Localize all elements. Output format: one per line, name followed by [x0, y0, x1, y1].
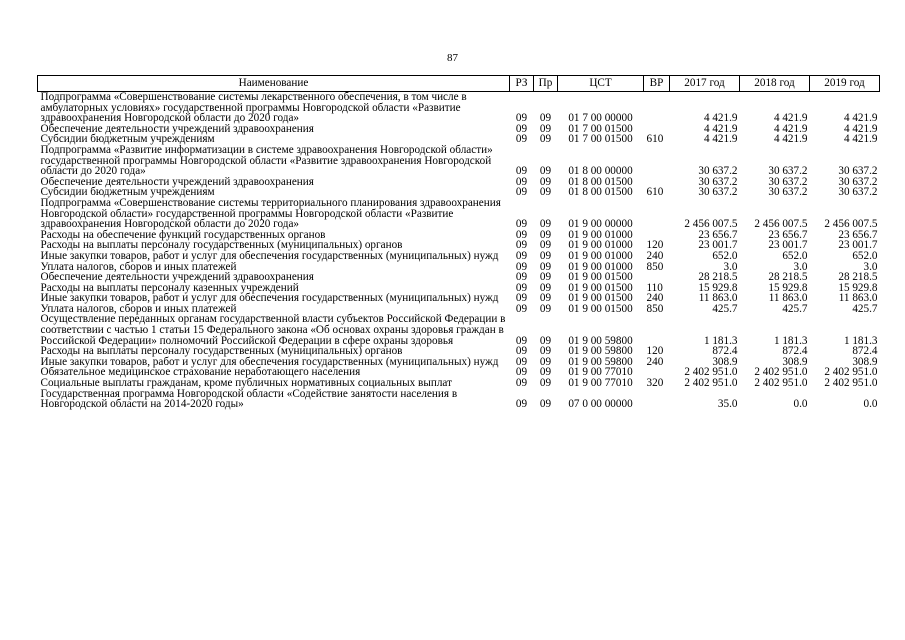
- cell-name: Подпрограмма «Развитие информатизации в системе здравоохранения Новгородской области» государственной программы Новгородской области «Развитие здравоохранения Новгородской области до 2020 года»: [40, 143, 493, 178]
- cell-2018: 4 421.9: [773, 122, 808, 135]
- cell-2017: 30 637.2: [698, 175, 738, 188]
- table-row: [38, 251, 880, 262]
- cell-2017: 2 402 951.0: [684, 366, 738, 379]
- cell-vr: 850: [646, 260, 664, 273]
- header-pr: Пр: [534, 76, 558, 92]
- header-2018: 2018 год: [740, 76, 810, 92]
- cell-rz: 09: [515, 334, 528, 347]
- cell-2019: 2 456 007.5: [824, 218, 878, 231]
- cell-name: Обеспечение деятельности учреждений здравоохранения: [40, 175, 314, 188]
- cell-rz: 09: [515, 398, 528, 411]
- cell-pr: 09: [539, 281, 552, 294]
- cell-2018: 3.0: [793, 260, 808, 273]
- cell-2018: 1 181.3: [773, 334, 808, 347]
- cell-cst: 01 7 00 01500: [568, 122, 633, 135]
- cell-2017: 11 863.0: [698, 292, 738, 305]
- cell-2019: 23 656.7: [838, 228, 878, 241]
- cell-vr: [644, 314, 670, 346]
- cell-vr: 610: [646, 186, 664, 199]
- cell-name: Расходы на обеспечение функций государственных органов: [40, 228, 326, 241]
- cell-cst: 01 9 00 01000: [568, 228, 633, 241]
- cell-pr: 09: [539, 271, 552, 284]
- header-rz: РЗ: [510, 76, 534, 92]
- cell-2019: 3.0: [863, 260, 878, 273]
- cell-rz: 09: [515, 281, 528, 294]
- cell-2017: 308.9: [712, 355, 738, 368]
- cell-2019: 0.0: [863, 398, 878, 411]
- cell-name: Осуществление переданных органам государственной власти субъектов Российской Федерации в соответствии с частью 1 статьи 15 Федерального закона «Об основах охраны здоровья граждан в Российской Федерации» полномочий Российской Федерации в сфере охраны здоровья: [40, 313, 506, 347]
- page-number: 87: [447, 52, 458, 64]
- table-row: [38, 314, 880, 346]
- cell-pr: 09: [539, 228, 552, 241]
- cell-2018: 28 218.5: [768, 271, 808, 284]
- cell-vr: 850: [646, 302, 664, 315]
- cell-vr: 120: [646, 239, 664, 252]
- cell-cst: 01 9 00 59800: [568, 355, 633, 368]
- cell-pr: 09: [539, 398, 552, 411]
- cell-vr: 120: [646, 345, 664, 358]
- table-row: [38, 389, 880, 410]
- cell-2018: 2 402 951.0: [754, 377, 808, 390]
- header-name: Наименование: [38, 76, 510, 92]
- cell-cst: 01 9 00 00000: [568, 218, 633, 231]
- cell-vr: 320: [646, 377, 664, 390]
- cell-cst: 01 9 00 59800: [568, 334, 633, 347]
- cell-rz: 09: [515, 239, 528, 252]
- cell-2017: 425.7: [712, 302, 738, 315]
- cell-2017: 3.0: [723, 260, 738, 273]
- cell-2017: 1 181.3: [703, 334, 738, 347]
- cell-pr: 09: [539, 377, 552, 390]
- cell-pr: 09: [539, 112, 552, 125]
- cell-2019: 30 637.2: [838, 165, 878, 178]
- cell-vr: 240: [646, 249, 664, 262]
- cell-vr: [644, 198, 670, 230]
- cell-2017: 4 421.9: [703, 112, 738, 125]
- cell-name: Иные закупки товаров, работ и услуг для обеспечения государственных (муниципальных) нужд: [40, 355, 499, 368]
- cell-pr: 09: [539, 345, 552, 358]
- cell-2019: 1 181.3: [843, 334, 878, 347]
- cell-pr: 09: [539, 334, 552, 347]
- cell-name: Подпрограмма «Совершенствование системы территориального планирования здравоохранения Новгородской области» государственной программы Новгородской области «Развитие здравоохранения Новгородской области до 2020 года»: [40, 196, 501, 231]
- cell-2018: 30 637.2: [768, 165, 808, 178]
- cell-vr: [644, 389, 670, 410]
- cell-2019: 30 637.2: [838, 186, 878, 199]
- cell-2019: 2 402 951.0: [824, 377, 878, 390]
- cell-2019: 4 421.9: [843, 133, 878, 146]
- cell-rz: 09: [515, 186, 528, 199]
- cell-pr: 09: [539, 175, 552, 188]
- cell-name: Государственная программа Новгородской области «Содействие занятости населения в Новгородской области на 2014-2020 годы»: [40, 387, 458, 411]
- cell-2018: 308.9: [782, 355, 808, 368]
- cell-pr: 09: [539, 133, 552, 146]
- cell-2018: 4 421.9: [773, 133, 808, 146]
- cell-name: Расходы на выплаты персоналу государственных (муниципальных) органов: [40, 239, 403, 252]
- cell-pr: 09: [539, 366, 552, 379]
- cell-cst: 01 8 00 01500: [568, 175, 633, 188]
- cell-2018: 30 637.2: [768, 186, 808, 199]
- cell-cst: 01 9 00 01000: [568, 260, 633, 273]
- cell-2018: 30 637.2: [768, 175, 808, 188]
- cell-2017: 652.0: [712, 249, 738, 262]
- cell-2017: 15 929.8: [698, 281, 738, 294]
- cell-vr: 240: [646, 355, 664, 368]
- cell-cst: 01 9 00 01500: [568, 281, 633, 294]
- cell-pr: 09: [539, 292, 552, 305]
- cell-cst: 01 9 00 01000: [568, 239, 633, 252]
- cell-rz: 09: [515, 345, 528, 358]
- cell-name: Уплата налогов, сборов и иных платежей: [40, 260, 237, 273]
- cell-cst: 01 8 00 00000: [568, 165, 633, 178]
- header-cst: ЦСТ: [558, 76, 644, 92]
- cell-2017: 23 656.7: [698, 228, 738, 241]
- cell-pr: 09: [539, 186, 552, 199]
- cell-pr: 09: [539, 302, 552, 315]
- cell-rz: 09: [515, 249, 528, 262]
- cell-pr: 09: [539, 239, 552, 252]
- cell-2019: 4 421.9: [843, 122, 878, 135]
- cell-rz: 09: [515, 112, 528, 125]
- header-2017: 2017 год: [670, 76, 740, 92]
- cell-cst: 01 9 00 01500: [568, 271, 633, 284]
- cell-name: Обеспечение деятельности учреждений здравоохранения: [40, 271, 314, 284]
- cell-2017: 872.4: [712, 345, 738, 358]
- cell-cst: 01 9 00 01500: [568, 302, 633, 315]
- table-body: [38, 92, 880, 410]
- cell-rz: 09: [515, 133, 528, 146]
- cell-2018: 15 929.8: [768, 281, 808, 294]
- cell-name: Подпрограмма «Совершенствование системы лекарственного обеспечения, в том числе в амбулаторных условиях» государственной программы Новгородской области «Развитие здравоохранения Новгородской области до 2020 года»: [40, 91, 467, 125]
- cell-2017: 28 218.5: [698, 271, 738, 284]
- cell-2017: 4 421.9: [703, 133, 738, 146]
- cell-cst: 01 8 00 01500: [568, 186, 633, 199]
- cell-2018: 0.0: [793, 398, 808, 411]
- cell-rz: 09: [515, 122, 528, 135]
- cell-2017: 30 637.2: [698, 186, 738, 199]
- cell-2018: 11 863.0: [768, 292, 808, 305]
- cell-pr: 09: [539, 355, 552, 368]
- cell-name: Обязательное медицинское страхование неработающего населения: [40, 366, 361, 379]
- cell-pr: 09: [539, 165, 552, 178]
- cell-2019: 23 001.7: [838, 239, 878, 252]
- cell-cst: 01 9 00 01000: [568, 249, 633, 262]
- header-2019: 2019 год: [810, 76, 880, 92]
- cell-cst: 01 9 00 77010: [568, 366, 633, 379]
- cell-2018: 425.7: [782, 302, 808, 315]
- cell-pr: 09: [539, 122, 552, 135]
- cell-2019: 11 863.0: [838, 292, 878, 305]
- table-row: [38, 145, 880, 177]
- table-header-row: [38, 76, 880, 92]
- cell-name: Субсидии бюджетным учреждениям: [40, 186, 215, 199]
- cell-2019: 30 637.2: [838, 175, 878, 188]
- cell-2019: 15 929.8: [838, 281, 878, 294]
- cell-pr: 09: [539, 218, 552, 231]
- cell-name: Обеспечение деятельности учреждений здравоохранения: [40, 122, 314, 135]
- cell-rz: 09: [515, 377, 528, 390]
- cell-2018: 872.4: [782, 345, 808, 358]
- cell-cst: 07 0 00 00000: [568, 398, 633, 411]
- cell-vr: 110: [646, 281, 663, 294]
- cell-2019: 652.0: [852, 249, 878, 262]
- cell-rz: 09: [515, 228, 528, 241]
- cell-2019: 28 218.5: [838, 271, 878, 284]
- cell-name: Иные закупки товаров, работ и услуг для обеспечения государственных (муниципальных) нужд: [40, 292, 499, 305]
- cell-rz: 09: [515, 302, 528, 315]
- cell-cst: 01 9 00 59800: [568, 345, 633, 358]
- cell-2019: 872.4: [852, 345, 878, 358]
- cell-name: Иные закупки товаров, работ и услуг для обеспечения государственных (муниципальных) нужд: [40, 249, 499, 262]
- cell-cst: 01 9 00 01500: [568, 292, 633, 305]
- cell-pr: 09: [539, 260, 552, 273]
- cell-rz: 09: [515, 165, 528, 178]
- table-row: [38, 198, 880, 230]
- cell-cst: 01 7 00 00000: [568, 112, 633, 125]
- cell-vr: 610: [646, 133, 664, 146]
- budget-table: [37, 75, 880, 410]
- cell-pr: 09: [539, 249, 552, 262]
- cell-rz: 09: [515, 292, 528, 305]
- cell-vr: [644, 145, 670, 177]
- cell-name: Расходы на выплаты персоналу казенных учреждений: [40, 281, 299, 294]
- cell-2017: 30 637.2: [698, 165, 738, 178]
- cell-rz: 09: [515, 366, 528, 379]
- cell-2019: 4 421.9: [843, 112, 878, 125]
- cell-cst: 01 7 00 01500: [568, 133, 633, 146]
- cell-rz: 09: [515, 260, 528, 273]
- cell-2018: 652.0: [782, 249, 808, 262]
- cell-name: Социальные выплаты гражданам, кроме публичных нормативных социальных выплат: [40, 377, 452, 390]
- cell-2017: 4 421.9: [703, 122, 738, 135]
- cell-name: Уплата налогов, сборов и иных платежей: [40, 302, 237, 315]
- cell-rz: 09: [515, 218, 528, 231]
- cell-2018: 4 421.9: [773, 112, 808, 125]
- cell-2018: 2 456 007.5: [754, 218, 808, 231]
- cell-2019: 2 402 951.0: [824, 366, 878, 379]
- cell-2018: 23 001.7: [768, 239, 808, 252]
- cell-2017: 23 001.7: [698, 239, 738, 252]
- cell-2017: 35.0: [717, 398, 738, 411]
- cell-2017: 2 402 951.0: [684, 377, 738, 390]
- cell-rz: 09: [515, 271, 528, 284]
- header-vr: ВР: [644, 76, 670, 92]
- cell-2019: 425.7: [852, 302, 878, 315]
- cell-cst: 01 9 00 77010: [568, 377, 633, 390]
- cell-2017: 2 456 007.5: [684, 218, 738, 231]
- cell-2018: 2 402 951.0: [754, 366, 808, 379]
- cell-2019: 308.9: [852, 355, 878, 368]
- cell-name: Расходы на выплаты персоналу государственных (муниципальных) органов: [40, 345, 403, 358]
- cell-rz: 09: [515, 355, 528, 368]
- cell-name: Субсидии бюджетным учреждениям: [40, 133, 215, 146]
- cell-rz: 09: [515, 175, 528, 188]
- cell-vr: [644, 92, 670, 124]
- table-row: [38, 92, 880, 124]
- cell-vr: 240: [646, 292, 664, 305]
- cell-2018: 23 656.7: [768, 228, 808, 241]
